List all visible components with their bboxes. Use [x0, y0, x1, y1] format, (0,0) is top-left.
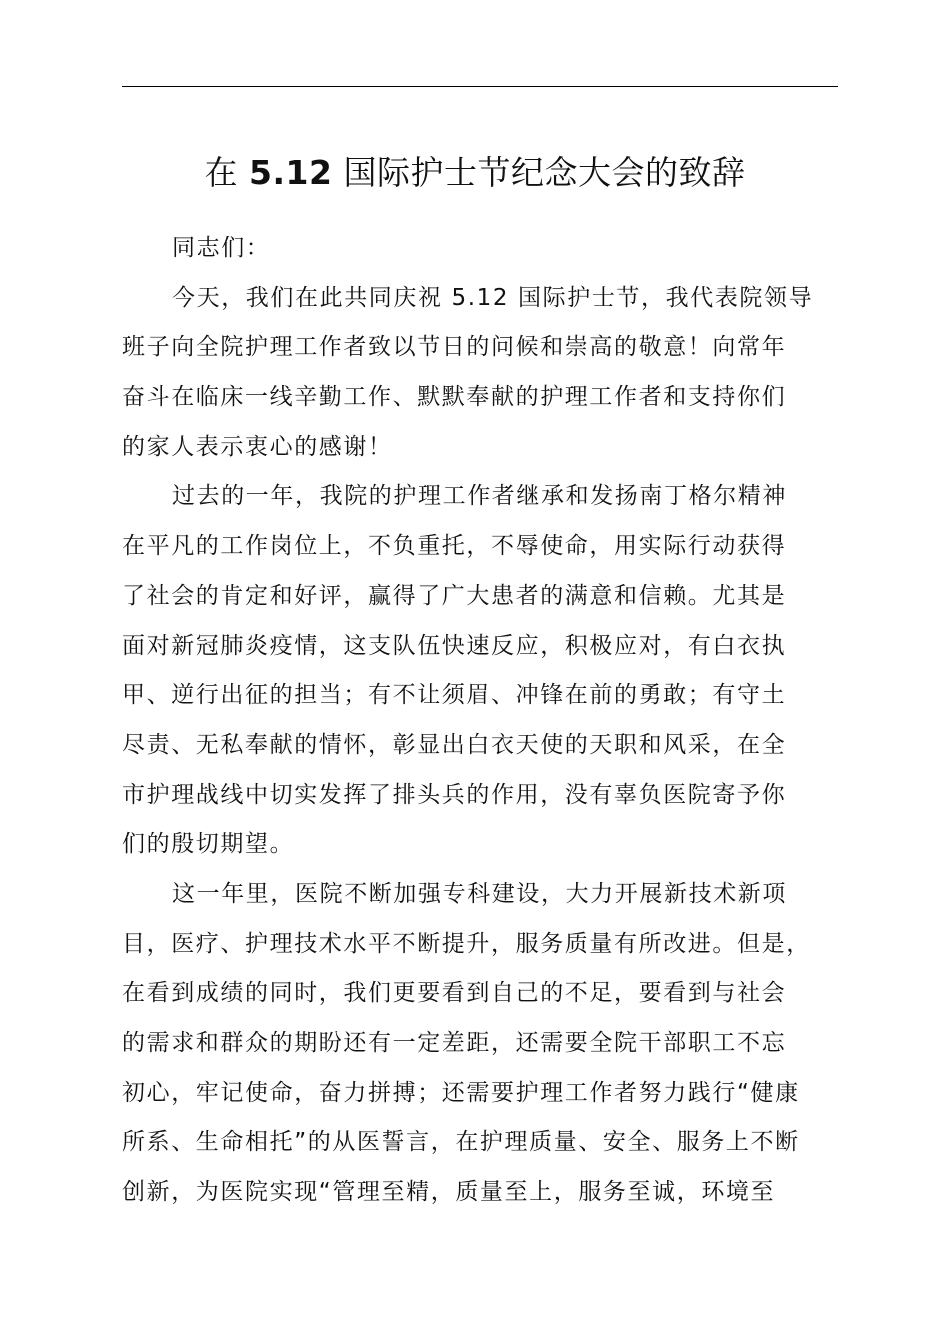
text-line: 初心，牢记使命，奋力拼搏；还需要护理工作者努力践行“健康	[122, 1079, 800, 1106]
text-line: 面对新冠肺炎疫情，这支队伍快速反应，积极应对，有白衣执	[122, 632, 787, 659]
text-line: 甲、逆行出征的担当；有不让须眉、冲锋在前的勇敢；有守土	[122, 682, 787, 709]
title-prefix: 在	[204, 153, 250, 192]
body-text	[122, 224, 838, 1218]
header-rule	[122, 86, 838, 87]
text-line: 尽责、无私奉献的情怀，彰显出白衣天使的天职和风采，在全	[122, 731, 787, 758]
text-line: 奋斗在临床一线辛勤工作、默默奉献的护理工作者和支持你们	[122, 384, 787, 411]
text-line: 的需求和群众的期盼还有一定差距，还需要全院干部职工不忘	[122, 1030, 787, 1056]
text-line: 今天，我们在此共同庆祝 5.12 国际护士节，我代表院领导	[172, 284, 814, 311]
text-line: 的家人表示衷心的感谢！	[122, 433, 393, 460]
text-line: 创新，为医院实现“管理至精，质量至上，服务至诚，环境至	[122, 1179, 776, 1206]
text-line: 班子向全院护理工作者致以节日的问候和崇高的敬意！向常年	[122, 334, 787, 361]
text-line: 市护理战线中切实发挥了排头兵的作用，没有辜负医院寄予你	[122, 781, 787, 808]
salutation-line: 同志们：	[172, 235, 271, 261]
page-title	[0, 150, 950, 196]
title-suffix: 国际护士节纪念大会的致辞	[332, 153, 746, 192]
text-line: 目，医疗、护理技术水平不断提升，服务质量有所改进。但是，	[122, 930, 811, 957]
text-line: 在看到成绩的同时，我们更要看到自己的不足，要看到与社会	[122, 980, 787, 1007]
text-line: 过去的一年，我院的护理工作者继承和发扬南丁格尔精神	[172, 483, 787, 510]
text-line: 们的殷切期望。	[122, 831, 295, 858]
text-line: 所系、生命相托”的从医誓言，在护理质量、安全、服务上不断	[122, 1129, 800, 1156]
text-line: 在平凡的工作岗位上，不负重托，不辱使命，用实际行动获得	[122, 533, 787, 560]
text-line: 这一年里，医院不断加强专科建设，大力开展新技术新项	[172, 880, 787, 907]
text-line: 了社会的肯定和好评，赢得了广大患者的满意和信赖。尤其是	[122, 582, 787, 609]
title-number: 5.12	[249, 153, 333, 192]
